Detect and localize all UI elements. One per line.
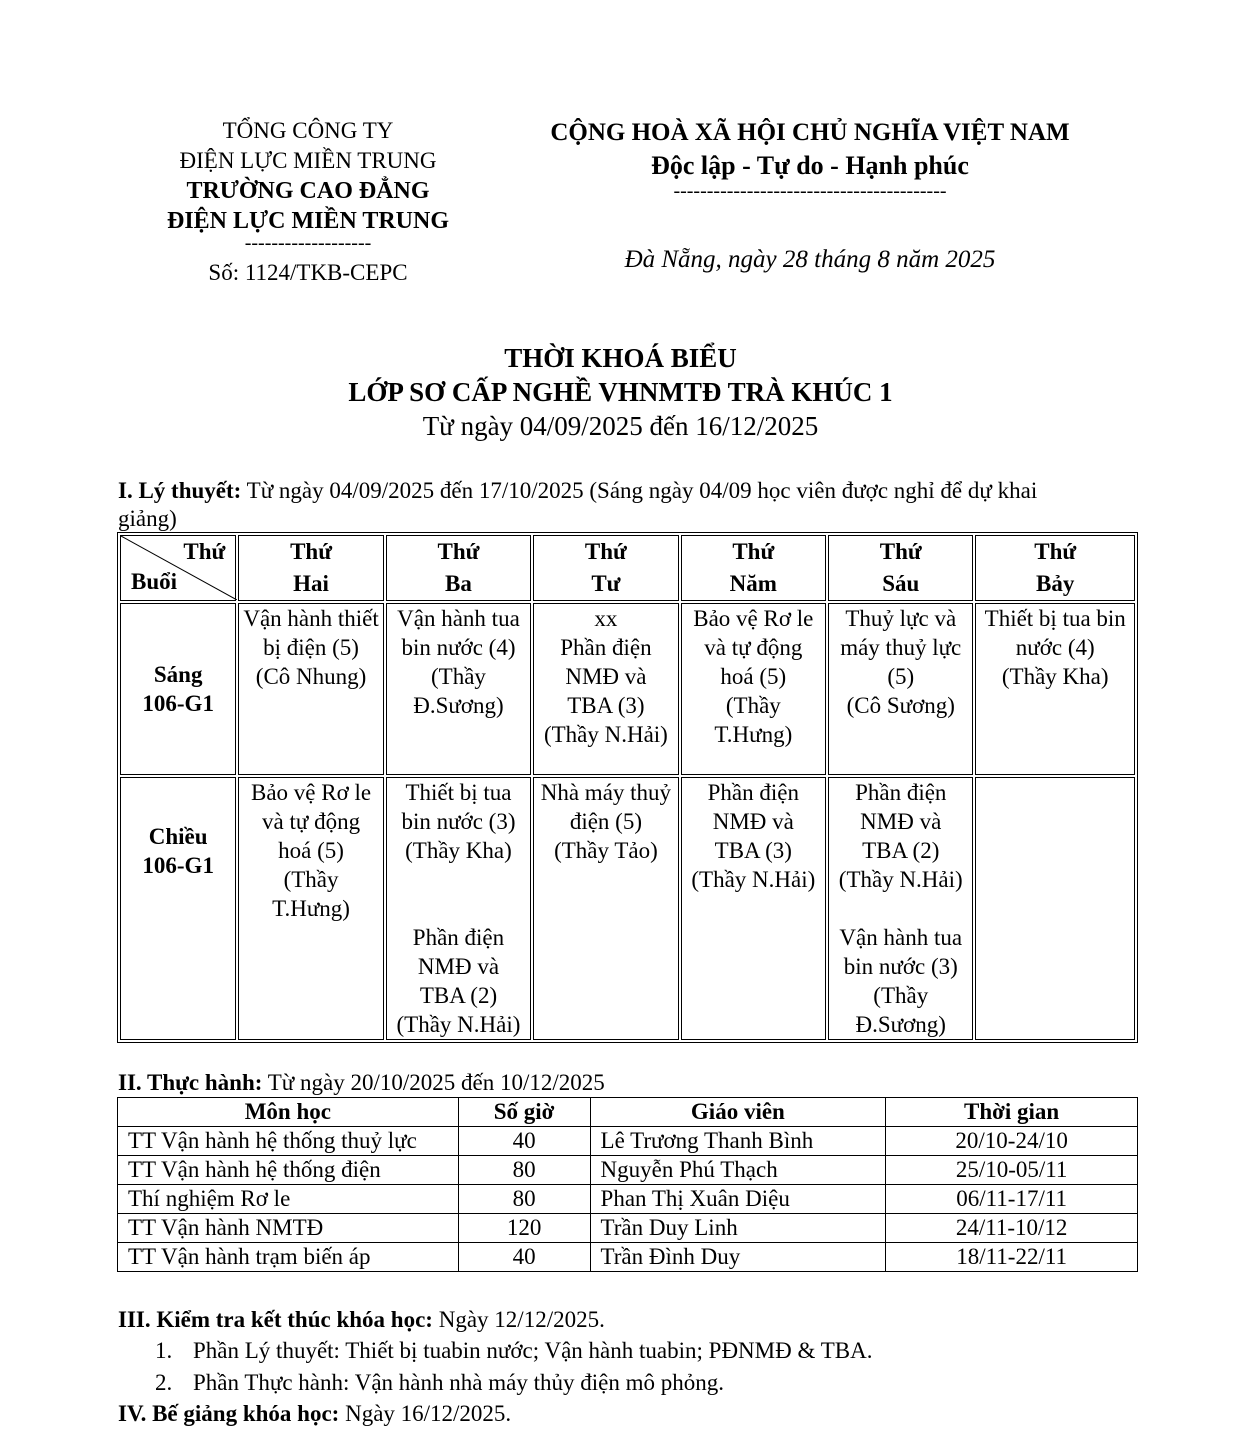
table-cell: Phan Thị Xuân Diệu xyxy=(590,1185,886,1214)
cell-line: (Thầy Tảo) xyxy=(554,838,658,863)
session-room: 106-G1 xyxy=(142,853,214,878)
schedule-cell xyxy=(533,777,678,1040)
schedule-cell xyxy=(828,603,973,775)
cell-line: (5) xyxy=(887,664,915,689)
day-header-l1: Thứ xyxy=(732,539,775,564)
cell-line xyxy=(829,894,972,923)
table-row xyxy=(118,1185,1138,1214)
day-header-l2: Ba xyxy=(445,571,472,596)
cell-line: TBA (2) xyxy=(862,838,940,863)
header-divider: ------------------- xyxy=(244,232,372,254)
list-number: 1. xyxy=(155,1338,173,1363)
cell-line: Đ.Sương) xyxy=(413,693,504,718)
national-title: CỘNG HOÀ XÃ HỘI CHỦ NGHĨA VIỆT NAM xyxy=(550,119,1070,146)
table-cell: Nguyễn Phú Thạch xyxy=(590,1156,886,1185)
corner-session-label: Buổi xyxy=(131,569,178,594)
schedule-cell xyxy=(238,777,383,1040)
session-room: 106-G1 xyxy=(142,691,214,716)
table-cell: TT Vận hành trạm biến áp xyxy=(118,1243,459,1272)
section-theory-heading xyxy=(118,477,1128,533)
document-title xyxy=(0,341,1241,443)
morning-label-cell xyxy=(120,603,236,775)
list-item xyxy=(155,1367,872,1399)
section-practice-heading xyxy=(118,1069,605,1097)
cell-line: T.Hưng) xyxy=(272,896,350,921)
cell-line: NMĐ và xyxy=(712,809,794,834)
cell-line: điện (5) xyxy=(569,809,642,834)
practice-header-row xyxy=(118,1098,1138,1127)
day-header xyxy=(533,535,678,601)
cell-line: Phần điện xyxy=(560,635,652,660)
cell-line: (Thầy Kha) xyxy=(1001,664,1109,689)
org-parent-name-2: ĐIỆN LỰC MIỀN TRUNG xyxy=(179,148,437,173)
col-header: Thời gian xyxy=(886,1098,1138,1127)
table-cell: Trần Duy Linh xyxy=(590,1214,886,1243)
section-closing-label: IV. Bế giảng khóa học: xyxy=(118,1401,340,1426)
cell-line: (Thầy Kha) xyxy=(405,838,512,863)
section-exam-label: III. Kiểm tra kết thúc khóa học: xyxy=(118,1307,433,1332)
session-label: Chiều xyxy=(148,824,208,849)
national-motto: Độc lập - Tự do - Hạnh phúc xyxy=(651,151,969,180)
list-text: Phần Lý thuyết: Thiết bị tuabin nước; Vận hành tuabin; PĐNMĐ & TBA. xyxy=(193,1338,873,1363)
table-cell: 120 xyxy=(458,1214,590,1243)
cell-line: T.Hưng) xyxy=(714,722,793,747)
cell-line: máy thuỷ lực xyxy=(840,635,962,660)
day-header-l2: Năm xyxy=(729,571,777,596)
day-header-l1: Thứ xyxy=(290,539,333,564)
session-label: Sáng xyxy=(153,662,203,687)
schedule-cell xyxy=(386,603,531,775)
org-parent-name: TỔNG CÔNG TY xyxy=(222,118,394,143)
timetable-header-row xyxy=(120,535,1135,601)
table-cell: Thí nghiệm Rơ le xyxy=(118,1185,459,1214)
corner-cell xyxy=(120,535,236,601)
cell-line: NMĐ và xyxy=(565,664,647,689)
cell-line: Phần điện xyxy=(707,780,799,805)
day-header-l1: Thứ xyxy=(879,539,922,564)
document-date: Đà Nẵng, ngày 28 tháng 8 năm 2025 xyxy=(624,246,996,273)
cell-line: Đ.Sương) xyxy=(855,1012,946,1037)
afternoon-row xyxy=(120,777,1135,1040)
table-cell: TT Vận hành hệ thống thuỷ lực xyxy=(118,1127,459,1156)
day-header xyxy=(238,535,383,601)
cell-line: Thiết bị tua bin xyxy=(984,606,1126,631)
table-cell: 18/11-22/11 xyxy=(886,1243,1138,1272)
col-header: Số giờ xyxy=(458,1098,590,1127)
day-header-l1: Thứ xyxy=(437,539,480,564)
cell-line: Bảo vệ Rơ le xyxy=(693,606,814,631)
title-class: LỚP SƠ CẤP NGHỀ VHNMTĐ TRÀ KHÚC 1 xyxy=(348,377,893,407)
cell-line: Thuỷ lực và xyxy=(845,606,957,631)
cell-line: bị điện (5) xyxy=(263,635,359,660)
cell-line: Thiết bị tua xyxy=(405,780,512,805)
cell-line: hoá (5) xyxy=(278,838,344,863)
cell-line: Phần điện xyxy=(855,780,947,805)
table-cell: Trần Đình Duy xyxy=(590,1243,886,1272)
cell-line: (Thầy N.Hải) xyxy=(543,722,668,747)
section-theory-text-2: giảng) xyxy=(118,506,177,531)
cell-line: TBA (3) xyxy=(567,693,645,718)
cell-line: xx xyxy=(594,606,618,631)
table-cell: Lê Trương Thanh Bình xyxy=(590,1127,886,1156)
day-header xyxy=(681,535,826,601)
col-header: Giáo viên xyxy=(590,1098,886,1127)
day-header-l1: Thứ xyxy=(584,539,627,564)
cell-line: (Thầy xyxy=(725,693,781,718)
list-item xyxy=(155,1335,872,1367)
table-cell: TT Vận hành hệ thống điện xyxy=(118,1156,459,1185)
section-exam-heading xyxy=(118,1306,605,1334)
section-theory-text: Từ ngày 04/09/2025 đến 17/10/2025 (Sáng ngày 04/09 học viên được nghỉ để dự khai xyxy=(241,478,1038,503)
practice-body xyxy=(118,1127,1138,1272)
table-cell: 80 xyxy=(458,1185,590,1214)
cell-line: (Thầy xyxy=(431,664,486,689)
schedule-cell xyxy=(386,777,531,1040)
exam-list xyxy=(155,1335,872,1399)
cell-line xyxy=(387,894,530,923)
cell-line: (Thầy N.Hải) xyxy=(838,867,963,892)
table-cell: 20/10-24/10 xyxy=(886,1127,1138,1156)
day-header-l2: Sáu xyxy=(882,571,920,596)
day-header xyxy=(828,535,973,601)
national-header xyxy=(505,116,1115,274)
cell-line: (Thầy xyxy=(283,867,339,892)
cell-line: và tự động xyxy=(262,809,361,834)
day-header xyxy=(386,535,531,601)
cell-line: Bảo vệ Rơ le xyxy=(250,780,372,805)
cell-line: bin nước (3) xyxy=(401,809,516,834)
cell-line: (Cô Sương) xyxy=(846,693,955,718)
schedule-cell xyxy=(681,777,826,1040)
corner-day-label: Thứ xyxy=(183,539,226,564)
table-cell: 06/11-17/11 xyxy=(886,1185,1138,1214)
cell-line: nước (4) xyxy=(1015,635,1095,660)
section-closing-heading xyxy=(118,1400,511,1428)
list-number: 2. xyxy=(155,1370,173,1395)
cell-line: NMĐ và xyxy=(417,954,500,979)
cell-line: Vận hành tua xyxy=(839,925,963,950)
cell-line: (Cô Nhung) xyxy=(255,664,367,689)
cell-line: Vận hành thiết xyxy=(243,606,379,631)
table-row xyxy=(118,1156,1138,1185)
schedule-cell xyxy=(975,603,1135,775)
section-theory-label: I. Lý thuyết: xyxy=(118,478,242,503)
schedule-cell xyxy=(238,603,383,775)
table-cell: TT Vận hành NMTĐ xyxy=(118,1214,459,1243)
cell-line: (Thầy N.Hải) xyxy=(396,1012,521,1037)
schedule-cell xyxy=(828,777,973,1040)
table-cell: 40 xyxy=(458,1127,590,1156)
cell-line: NMĐ và xyxy=(860,809,942,834)
cell-line: TBA (3) xyxy=(714,838,792,863)
day-header-l2: Tư xyxy=(591,571,621,596)
cell-line: TBA (2) xyxy=(419,983,498,1008)
morning-row xyxy=(120,603,1135,775)
motto-divider: ----------------------------------------- xyxy=(673,180,947,202)
table-row xyxy=(118,1243,1138,1272)
cell-line: Phần điện xyxy=(412,925,505,950)
section-practice-text: Từ ngày 20/10/2025 đến 10/12/2025 xyxy=(262,1070,605,1095)
schedule-cell xyxy=(975,777,1135,1040)
table-cell: 25/10-05/11 xyxy=(886,1156,1138,1185)
organization-header xyxy=(118,116,498,288)
day-header-l2: Bảy xyxy=(1036,571,1075,596)
table-cell: 24/11-10/12 xyxy=(886,1214,1138,1243)
school-name-2: ĐIỆN LỰC MIỀN TRUNG xyxy=(166,208,450,234)
section-closing-text: Ngày 16/12/2025. xyxy=(339,1401,512,1426)
section-practice-label: II. Thực hành: xyxy=(118,1070,263,1095)
table-row xyxy=(118,1214,1138,1243)
cell-line xyxy=(387,865,530,894)
practice-table xyxy=(117,1097,1138,1272)
list-text: Phần Thực hành: Vận hành nhà máy thủy điện mô phỏng. xyxy=(193,1370,724,1395)
cell-line: Vận hành tua xyxy=(397,606,520,631)
cell-line: hoá (5) xyxy=(720,664,787,689)
cell-line: (Thầy xyxy=(873,983,929,1008)
table-cell: 80 xyxy=(458,1156,590,1185)
day-header-l1: Thứ xyxy=(1034,539,1077,564)
col-header: Môn học xyxy=(118,1098,459,1127)
title-period: Từ ngày 04/09/2025 đến 16/12/2025 xyxy=(422,411,819,441)
schedule-cell xyxy=(681,603,826,775)
cell-line: bin nước (4) xyxy=(401,635,516,660)
document-number: Số: 1124/TKB-CEPC xyxy=(208,260,408,285)
table-row xyxy=(118,1127,1138,1156)
title-main: THỜI KHOÁ BIỂU xyxy=(504,343,737,373)
cell-line: bin nước (3) xyxy=(843,954,958,979)
day-header xyxy=(975,535,1135,601)
schedule-cell xyxy=(533,603,678,775)
table-cell: 40 xyxy=(458,1243,590,1272)
afternoon-label-cell xyxy=(120,777,236,1040)
cell-line: (Thầy N.Hải) xyxy=(691,867,816,892)
section-exam-text: Ngày 12/12/2025. xyxy=(432,1307,605,1332)
day-header-l2: Hai xyxy=(293,571,329,596)
cell-line: Nhà máy thuỷ xyxy=(540,780,672,805)
theory-timetable xyxy=(117,532,1138,1043)
cell-line: và tự động xyxy=(704,635,803,660)
school-name: TRƯỜNG CAO ĐẲNG xyxy=(186,178,430,204)
